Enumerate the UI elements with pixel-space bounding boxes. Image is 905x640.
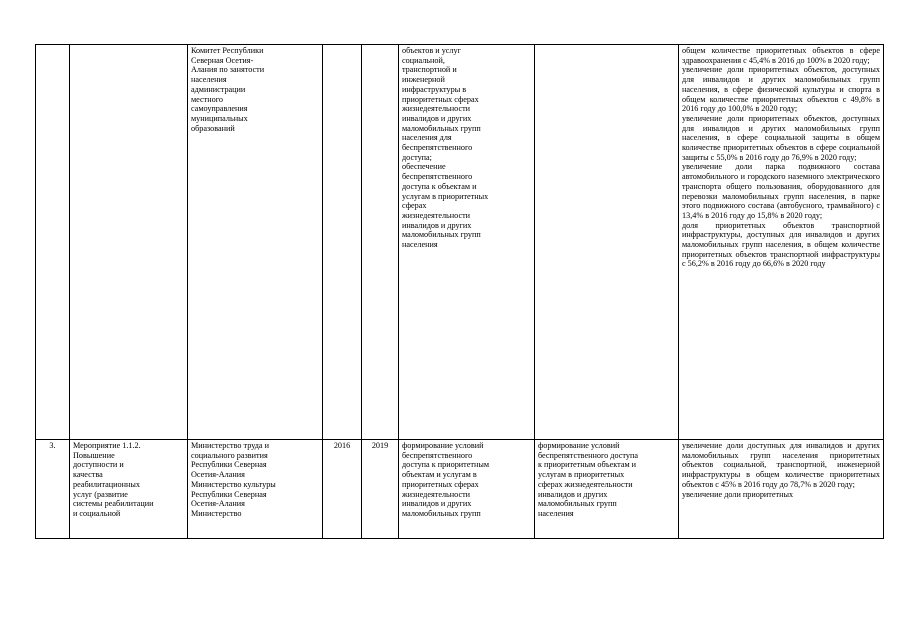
result-cell — [535, 45, 679, 440]
executors-cell: Комитет Республики Северная Осетия- Алания по занятости населения администрации местного самоуправления муниципальных образований — [188, 45, 323, 440]
table-row — [36, 45, 884, 440]
document-table — [35, 44, 884, 539]
indicators-cell: увеличение доли доступных для инвалидов и других маломобильных групп населения приоритетных объектов социальной, транспортной, инженерной инфраструктуры в общем количестве приоритетных объектов с 45% в 2016 году до 78,7% в 2020 году; увеличение доли приоритетных — [679, 440, 884, 539]
row-number-cell: 3. — [36, 440, 70, 539]
row-number-cell — [36, 45, 70, 440]
end-year-cell — [362, 45, 399, 440]
table-row — [36, 440, 884, 539]
event-cell: Мероприятие 1.1.2. Повышение доступности и качества реабилитационных услуг (развитие системы реабилитации и социальной — [70, 440, 188, 539]
end-year-cell: 2019 — [362, 440, 399, 539]
start-year-cell: 2016 — [323, 440, 362, 539]
indicators-cell: общем количестве приоритетных объектов в сфере здравоохранения с 45,4% в 2016 до 100% в 2020 году; увеличение доли приоритетных объектов, доступных для инвалидов и других маломобильных групп населения, в сфере физической культуры и спорта в общем количестве приоритетных объектов с 49,8% в 2016 году до 100,0% в 2020 году; увеличение доли приоритетных объектов, доступных для инвалидов и других маломобильных групп населения, в сфере социальной защиты в общем количестве приоритетных объектов в сфере социальной защиты с 55,0% в 2016 году до 76,9% в 2020 году; увеличение доли парка подвижного состава автомобильного и городского наземного электрического транспорта общего пользования, оборудованного для перевозки маломобильных групп населения, в парке этого подвижного состава (автобусного, трамвайного) с 13,4% в 2016 году до 15,8% в 2020 году; доля приоритетных объектов транспортной инфраструктуры, доступных для инвалидов и других маломобильных групп населения, в общем количестве приоритетных объектов транспортной инфраструктуры с 56,2% в 2016 году до 66,6% в 2020 году — [679, 45, 884, 440]
content-cell: формирование условий беспрепятственного доступа к приоритетным объектам и услугам в приоритетных сферах жизнедеятельности инвалидов и других маломобильных групп — [399, 440, 535, 539]
result-cell: формирование условий беспрепятственного доступа к приоритетным объектам и услугам в приоритетных сферах жизнедеятельности инвалидов и других маломобильных групп населения — [535, 440, 679, 539]
event-cell — [70, 45, 188, 440]
content-cell: объектов и услуг социальной, транспортной и инженерной инфраструктуры в приоритетных сферах жизнедеятельности инвалидов и других маломобильных групп населения для беспрепятственного доступа; обеспечение беспрепятственного доступа к объектам и услугам в приоритетных сферах жизнедеятельности инвалидов и других маломобильных групп населения — [399, 45, 535, 440]
executors-cell: Министерство труда и социального развития Республики Северная Осетия-Алания Министерство культуры Республики Северная Осетия-Алания Министерство — [188, 440, 323, 539]
start-year-cell — [323, 45, 362, 440]
